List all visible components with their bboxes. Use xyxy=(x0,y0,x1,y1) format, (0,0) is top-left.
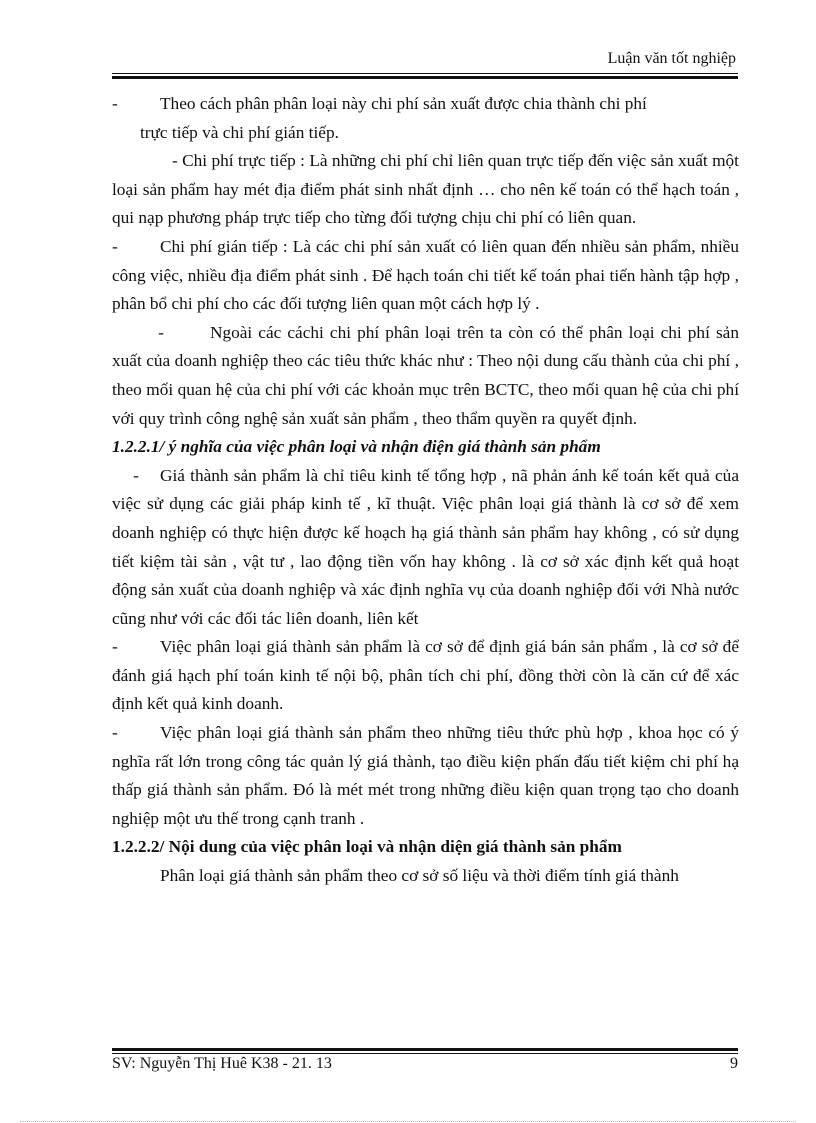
paragraph-3 xyxy=(112,233,739,319)
document-body xyxy=(112,90,739,891)
page-edge-dotted-line xyxy=(20,1121,796,1122)
paragraph-1-text: Theo cách phân phân loại này chi phí sản xuất được chia thành chi phí xyxy=(160,94,647,113)
bullet-dash: - xyxy=(158,322,164,342)
paragraph-5-text: Giá thành sản phẩm là chỉ tiêu kinh tế tổng hợp , nã phản ánh kế toán kết quả của việc sử dụng các giải pháp kinh tế , kĩ thuật. Việc phân loại giá thành là cơ sở để xem doanh nghiệp có thực hiện được kế hoạch hạ giá thành sản phẩm hay không , có sử dụng tiết kiệm tài sản , vật tư , lao động tiền vốn hay không . là cơ sở xác định kết quả hoạt động sản xuất của doanh nghiệp và xác định nghĩa vụ của doanh nghiệp đối với Nhà nước cũng như với các đối tác liên doanh, liên kết xyxy=(112,465,739,628)
page-number: 9 xyxy=(730,1055,738,1072)
bullet-dash: - xyxy=(112,236,118,256)
bullet-dash: - xyxy=(112,723,118,743)
footer-rule-thick xyxy=(112,1048,738,1051)
section-heading-1221: 1.2.2.1/ ý nghĩa của việc phân loại và nhận điện giá thành sản phẩm xyxy=(112,437,601,457)
paragraph-1 xyxy=(112,90,739,119)
paragraph-3-text: Chi phí gián tiếp : Là các chi phí sản xuất có liên quan đến nhiều sản phẩm, nhiều công việc, nhiều địa điểm phát sinh . Để hạch toán chi tiết kế toán phai tiến hành tập hợp , phân bổ chi phí cho các đối tượng liên quan một cách hợp lý . xyxy=(112,236,739,314)
paragraph-6 xyxy=(112,633,739,719)
paragraph-4-text: Ngoài các cáchi chi phí phân loại trên ta còn có thể phân loại chi phí sản xuất của doanh nghiệp theo các tiêu thức khác như : Theo nội dung cấu thành của chi phí , theo mối quan hệ của chi phí với các khoản mục trên BCTC, theo mối quan hệ của chi phí với quy trình công nghệ sản xuất sản phẩm , theo thẩm quyền ra quyết định. xyxy=(112,322,739,428)
paragraph-7 xyxy=(112,719,739,833)
paragraph-8: Phân loại giá thành sản phẩm theo cơ sở số liệu và thời điểm tính giá thành xyxy=(160,866,679,886)
footer-author: SV: Nguyễn Thị Huê K38 - 21. 13 xyxy=(112,1055,332,1072)
paragraph-1-continuation: trực tiếp và chi phí gián tiếp. xyxy=(140,122,339,142)
paragraph-5 xyxy=(112,462,739,634)
running-header: Luận văn tốt nghiệp xyxy=(607,50,736,67)
header-rule-thin xyxy=(112,73,738,74)
paragraph-4 xyxy=(112,319,739,433)
header-rule-thick xyxy=(112,76,738,79)
bullet-dash: - xyxy=(112,94,118,113)
bullet-dash: - xyxy=(112,637,118,657)
paragraph-6-text: Việc phân loại giá thành sản phẩm là cơ sở để định giá bán sản phẩm , là cơ sở để đánh giá hạch phí toán kinh tế nội bộ, phân tích chi phí, đồng thời còn là căn cứ để xác định kết quả kinh doanh. xyxy=(112,637,739,714)
footer-rule-thin xyxy=(112,1053,738,1054)
paragraph-2: - Chi phí trực tiếp : Là những chi phí chỉ liên quan trực tiếp đến việc sản xuất một loại sản phẩm hay mét địa điểm phát sinh nhất định … cho nên kế toán có thể hạch toán , qui nạp phương pháp trực tiếp cho từng đối tượng chịu chi phí có liên quan. xyxy=(112,151,739,228)
paragraph-7-text: Việc phân loại giá thành sản phẩm theo những tiêu thức phù hợp , khoa học có ý nghĩa rất lớn trong công tác quản lý giá thành, tạo điều kiện phấn đấu tiết kiệm chi phí hạ thấp giá thành sản phẩm. Đó là mét mét trong những điều kiện quan trọng tạo cho doanh nghiệp một ưu thế trong cạnh tranh . xyxy=(112,723,739,828)
bullet-dash: - xyxy=(133,465,139,485)
section-heading-1222: 1.2.2.2/ Nội dung của việc phân loại và nhận diện giá thành sản phẩm xyxy=(112,837,622,857)
